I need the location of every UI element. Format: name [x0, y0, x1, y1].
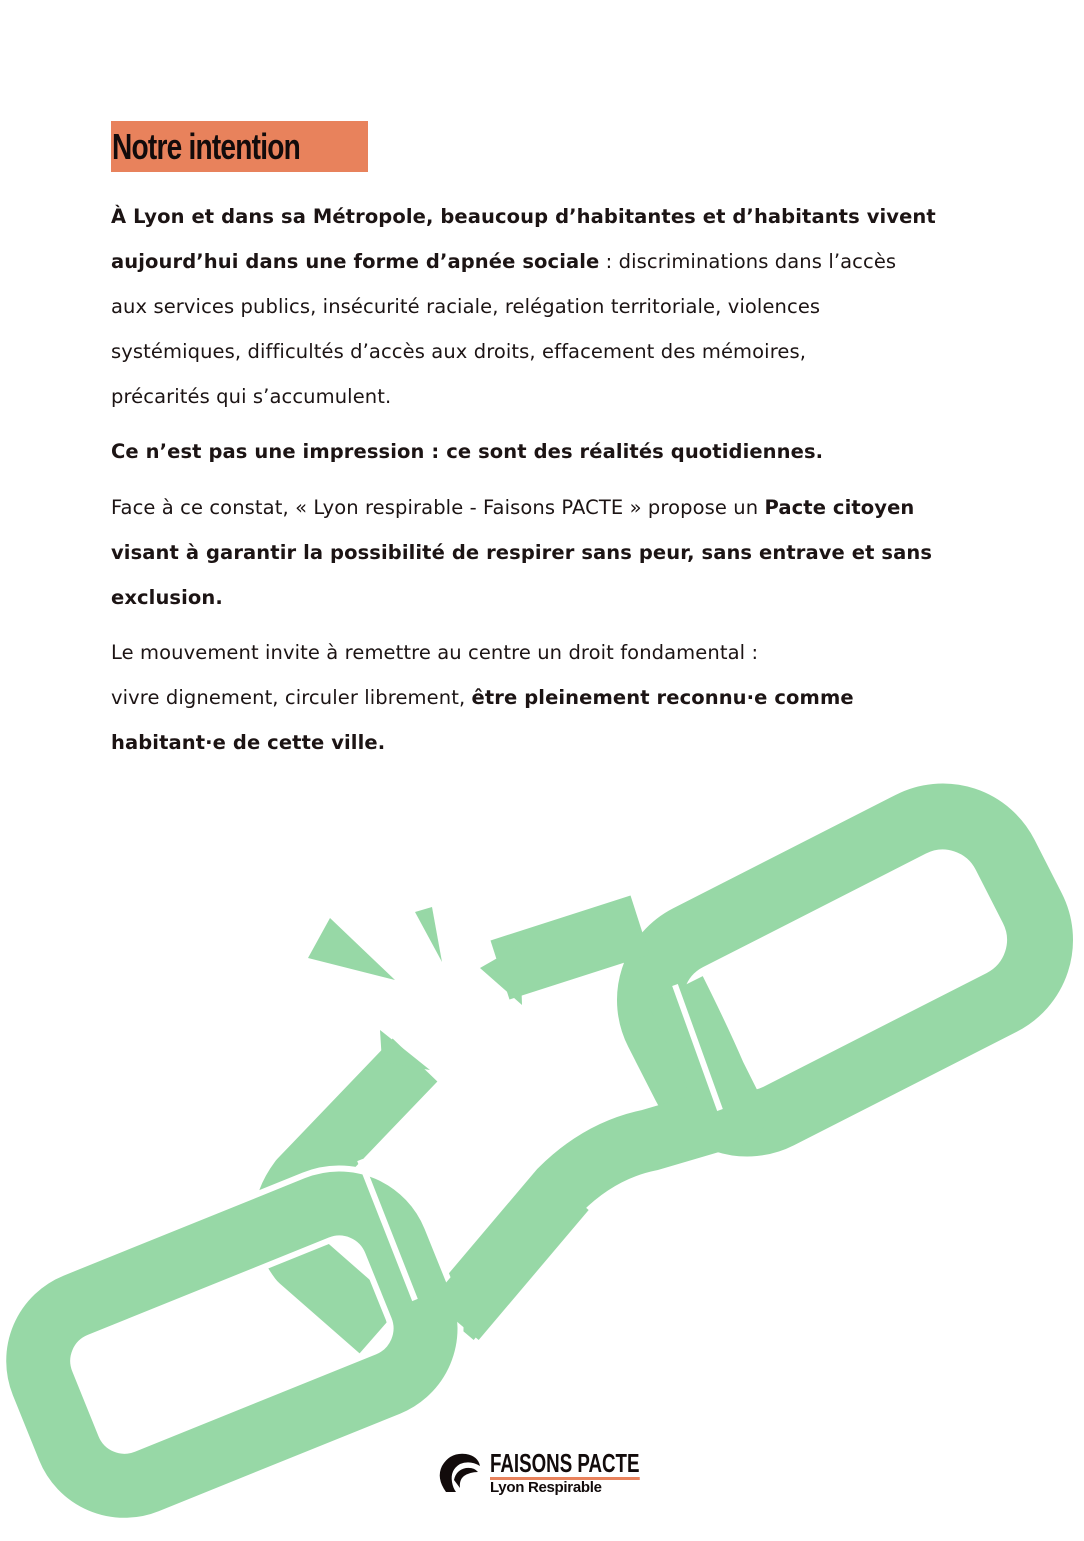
pact-paragraph — [111, 485, 971, 620]
logo-subtitle: Lyon Respirable — [490, 1479, 602, 1496]
statement-paragraph — [111, 429, 971, 474]
pact-line-1 — [111, 485, 971, 530]
heading-highlight — [111, 121, 368, 172]
page-title: Notre intention — [112, 125, 300, 167]
intro-line-5: précarités qui s’accumulent. — [111, 385, 392, 408]
logo-name: FAISONS PACTE — [490, 1448, 640, 1478]
intro-line-3: aux services publics, insécurité raciale, relégation territoriale, violences — [111, 295, 821, 318]
intro-line-4: systémiques, difficultés d’accès aux droits, effacement des mémoires, — [111, 340, 807, 363]
broken-chain-icon — [0, 760, 1084, 1541]
pact-line-2: visant à garantir la possibilité de respirer sans peur, sans entrave et sans — [111, 541, 933, 564]
statement-line: Ce n’est pas une impression : ce sont des réalités quotidiennes. — [111, 440, 824, 463]
movement-line-2 — [111, 675, 971, 720]
movement-line-1: Le mouvement invite à remettre au centre un droit fondamental : — [111, 641, 759, 664]
intro-paragraph — [111, 194, 971, 419]
intro-line-2 — [111, 239, 971, 284]
faisons-pacte-logo — [434, 1446, 640, 1502]
pact-line-1-regular: Face à ce constat, « Lyon respirable - Faisons PACTE » propose un — [111, 496, 765, 519]
intro-line-1 — [111, 194, 971, 239]
intro-line-1-bold: À Lyon et dans sa Métropole, beaucoup d’habitantes et d’habitants vivent — [111, 205, 936, 228]
movement-line-2-bold: être pleinement reconnu·e comme — [471, 686, 854, 709]
faisons-pacte-logo-icon — [434, 1448, 484, 1498]
movement-line-2-regular: vivre dignement, circuler librement, — [111, 686, 472, 709]
movement-paragraph — [111, 630, 971, 765]
intro-line-2-regular: : discriminations dans l’accès — [599, 250, 897, 273]
pact-line-3: exclusion. — [111, 586, 223, 609]
movement-line-3: habitant·e de cette ville. — [111, 731, 386, 754]
pact-line-1-bold: Pacte citoyen — [764, 496, 915, 519]
intro-line-2-bold: aujourd’hui dans une forme d’apnée sociale — [111, 250, 600, 273]
